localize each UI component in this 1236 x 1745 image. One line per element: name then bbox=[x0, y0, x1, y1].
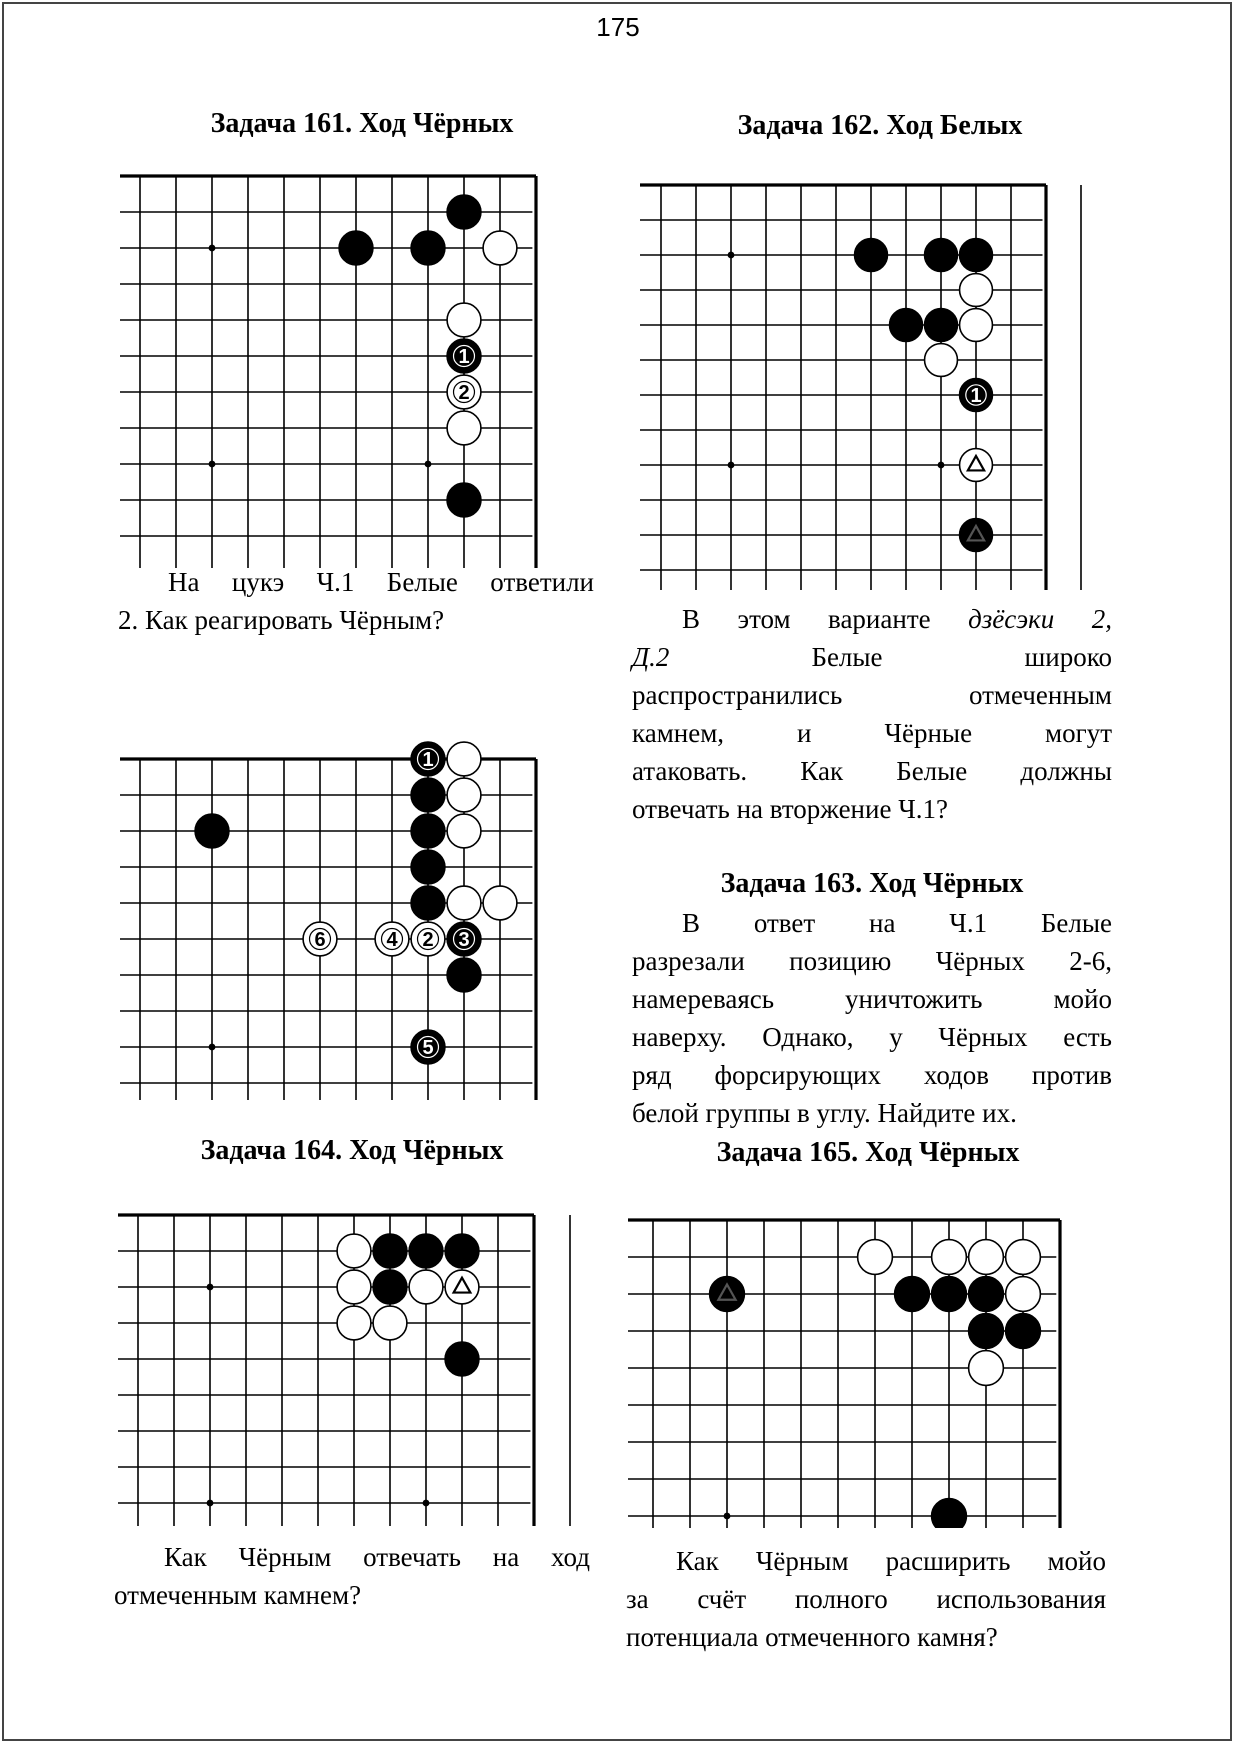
stone-disc bbox=[960, 449, 993, 482]
problem-162-line-2 bbox=[632, 638, 1112, 676]
stone-disc bbox=[969, 1314, 1004, 1349]
move-number: 2 bbox=[422, 929, 434, 951]
stone-disc bbox=[925, 344, 958, 377]
stone-disc bbox=[483, 231, 517, 265]
black-stone bbox=[195, 814, 229, 848]
white-stone-2 bbox=[411, 922, 445, 956]
board-163-diagram bbox=[120, 720, 570, 1100]
black-stone-1 bbox=[960, 379, 993, 412]
white-stone bbox=[1006, 1240, 1041, 1275]
black-stone-marked bbox=[960, 519, 993, 552]
problem-163-line-2: разрезали позицию Чёрных 2-6, bbox=[632, 946, 1112, 976]
white-stone bbox=[925, 344, 958, 377]
black-stone-5 bbox=[411, 1030, 445, 1064]
stone-disc bbox=[1006, 1314, 1041, 1349]
white-stone bbox=[447, 742, 481, 776]
stone-disc bbox=[710, 1277, 745, 1312]
stone-disc bbox=[447, 742, 481, 776]
problem-164-line-2: отмеченным камнем? bbox=[114, 1580, 362, 1610]
white-stone bbox=[409, 1270, 443, 1304]
black-stone bbox=[411, 886, 445, 920]
stone-disc bbox=[447, 411, 481, 445]
stone-disc bbox=[855, 239, 888, 272]
stone-disc bbox=[932, 1277, 967, 1312]
stone-disc bbox=[411, 814, 445, 848]
hoshi-point bbox=[938, 462, 945, 469]
board-164-diagram bbox=[118, 1176, 572, 1526]
black-stone-marked bbox=[710, 1277, 745, 1312]
stone-disc bbox=[969, 1351, 1004, 1386]
move-number: 1 bbox=[422, 749, 434, 771]
move-number: 1 bbox=[970, 385, 982, 407]
stone-disc bbox=[411, 231, 445, 265]
hoshi-point bbox=[423, 1500, 430, 1507]
black-stone bbox=[373, 1270, 407, 1304]
black-stone bbox=[895, 1277, 930, 1312]
stone-disc bbox=[932, 1499, 967, 1528]
white-stone bbox=[483, 231, 517, 265]
black-stone bbox=[339, 231, 373, 265]
stone-disc bbox=[195, 814, 229, 848]
stone-disc bbox=[373, 1270, 407, 1304]
white-stone bbox=[858, 1240, 893, 1275]
white-stone-6 bbox=[303, 922, 337, 956]
white-stone bbox=[337, 1270, 371, 1304]
stone-disc bbox=[960, 274, 993, 307]
black-stone bbox=[447, 958, 481, 992]
black-stone bbox=[447, 195, 481, 229]
white-stone bbox=[447, 886, 481, 920]
problem-165-line-3: потенциала отмеченного камня? bbox=[626, 1622, 998, 1652]
move-number: 3 bbox=[458, 929, 470, 951]
black-stone bbox=[411, 814, 445, 848]
white-stone bbox=[960, 274, 993, 307]
problem-163-line-1: В ответ на Ч.1 Белые bbox=[682, 908, 1112, 938]
stone-disc bbox=[337, 1270, 371, 1304]
problem-162-line-1-a: В этом варианте bbox=[682, 604, 931, 634]
stone-disc bbox=[895, 1277, 930, 1312]
stone-disc bbox=[969, 1240, 1004, 1275]
problem-163-line-3: намереваясь уничтожить мойо bbox=[632, 984, 1112, 1014]
white-stone bbox=[447, 814, 481, 848]
problem-164-line-1: Как Чёрным отвечать на ход bbox=[164, 1542, 590, 1572]
problem-163-text bbox=[632, 904, 1112, 1132]
move-number: 6 bbox=[314, 929, 326, 951]
problem-165-text bbox=[626, 1542, 1106, 1656]
black-stone bbox=[445, 1234, 479, 1268]
black-stone bbox=[411, 231, 445, 265]
black-stone bbox=[932, 1499, 967, 1528]
problem-163-line-5: ряд форсирующих ходов против bbox=[632, 1060, 1112, 1090]
problem-165-title: Задача 165. Ход Чёрных bbox=[716, 1137, 1020, 1168]
stone-disc bbox=[409, 1270, 443, 1304]
move-number: 2 bbox=[458, 382, 470, 404]
white-stone bbox=[337, 1306, 371, 1340]
stone-disc bbox=[858, 1240, 893, 1275]
black-stone bbox=[447, 483, 481, 517]
problem-162-text bbox=[632, 600, 1112, 828]
stone-disc bbox=[339, 231, 373, 265]
stone-disc bbox=[447, 886, 481, 920]
stone-disc bbox=[925, 309, 958, 342]
stone-disc bbox=[411, 886, 445, 920]
hoshi-point bbox=[728, 462, 735, 469]
stone-disc bbox=[373, 1234, 407, 1268]
stone-disc bbox=[409, 1234, 443, 1268]
white-stone-marked bbox=[960, 449, 993, 482]
black-stone-1 bbox=[447, 339, 481, 373]
white-stone bbox=[969, 1240, 1004, 1275]
stone-disc bbox=[960, 519, 993, 552]
black-stone bbox=[409, 1234, 443, 1268]
white-stone bbox=[373, 1306, 407, 1340]
board-161 bbox=[120, 148, 570, 568]
white-stone bbox=[447, 411, 481, 445]
white-stone bbox=[447, 778, 481, 812]
white-stone bbox=[1006, 1277, 1041, 1312]
black-stone bbox=[855, 239, 888, 272]
problem-162-line-1-b: дзёсэки 2, bbox=[968, 604, 1113, 634]
problem-164-text bbox=[114, 1538, 590, 1614]
black-stone bbox=[969, 1277, 1004, 1312]
black-stone bbox=[1006, 1314, 1041, 1349]
problem-162-line-2-b: Белые широко bbox=[811, 642, 1113, 672]
stone-disc bbox=[445, 1234, 479, 1268]
white-stone bbox=[483, 886, 517, 920]
stone-disc bbox=[960, 309, 993, 342]
problem-163-line-6: белой группы в углу. Найдите их. bbox=[632, 1098, 1017, 1128]
black-stone bbox=[445, 1342, 479, 1376]
board-164 bbox=[118, 1176, 572, 1526]
stone-disc bbox=[411, 778, 445, 812]
hoshi-point bbox=[728, 252, 735, 259]
page-number: 175 bbox=[596, 12, 640, 42]
move-number: 5 bbox=[422, 1037, 434, 1059]
stone-disc bbox=[447, 778, 481, 812]
problem-162-title: Задача 162. Ход Белых bbox=[737, 110, 1023, 141]
stone-disc bbox=[932, 1240, 967, 1275]
black-stone bbox=[411, 778, 445, 812]
stone-disc bbox=[447, 814, 481, 848]
problem-161-title: Задача 161. Ход Чёрных bbox=[210, 108, 514, 139]
problem-161-text bbox=[118, 563, 594, 639]
black-stone bbox=[373, 1234, 407, 1268]
stone-disc bbox=[960, 239, 993, 272]
board-165-diagram bbox=[628, 1180, 1088, 1528]
problem-165-line-2: за счёт полного использования bbox=[626, 1584, 1106, 1614]
hoshi-point bbox=[207, 1500, 214, 1507]
stone-disc bbox=[445, 1342, 479, 1376]
stone-disc bbox=[447, 303, 481, 337]
problem-161-line-2: 2. Как реагировать Чёрным? bbox=[118, 605, 445, 635]
problem-164-title: Задача 164. Ход Чёрных bbox=[200, 1135, 504, 1166]
stone-disc bbox=[1006, 1240, 1041, 1275]
black-stone-3 bbox=[447, 922, 481, 956]
stone-disc bbox=[447, 958, 481, 992]
black-stone bbox=[890, 309, 923, 342]
white-stone bbox=[969, 1351, 1004, 1386]
move-number: 4 bbox=[386, 929, 398, 951]
problem-162-line-4: камнем, и Чёрные могут bbox=[632, 718, 1112, 748]
problem-162-line-3: распространились отмеченным bbox=[632, 680, 1112, 710]
stone-disc bbox=[337, 1234, 371, 1268]
problem-161-line-1: На цукэ Ч.1 Белые ответили bbox=[168, 567, 594, 597]
board-161-diagram bbox=[120, 148, 570, 568]
white-stone bbox=[960, 309, 993, 342]
stone-disc bbox=[925, 239, 958, 272]
stone-disc bbox=[337, 1306, 371, 1340]
problem-162-line-5: атаковать. Как Белые должны bbox=[632, 756, 1112, 786]
stone-disc bbox=[1006, 1277, 1041, 1312]
stone-disc bbox=[483, 886, 517, 920]
stone-disc bbox=[447, 483, 481, 517]
hoshi-point bbox=[209, 1044, 216, 1051]
white-stone-marked bbox=[445, 1270, 479, 1304]
hoshi-point bbox=[209, 245, 216, 252]
stone-disc bbox=[969, 1277, 1004, 1312]
problem-162-line-1 bbox=[632, 600, 1112, 638]
board-162-diagram bbox=[640, 150, 1090, 590]
black-stone bbox=[411, 850, 445, 884]
hoshi-point bbox=[207, 1284, 214, 1291]
board-162 bbox=[640, 150, 1090, 590]
stone-disc bbox=[373, 1306, 407, 1340]
black-stone bbox=[925, 309, 958, 342]
move-number: 1 bbox=[458, 346, 470, 368]
black-stone bbox=[932, 1277, 967, 1312]
black-stone-1 bbox=[411, 742, 445, 776]
hoshi-point bbox=[724, 1513, 731, 1520]
problem-165-line-1: Как Чёрным расширить мойо bbox=[676, 1546, 1106, 1576]
board-163 bbox=[120, 720, 570, 1100]
problem-162-line-2-a: Д.2 bbox=[632, 642, 670, 672]
black-stone bbox=[969, 1314, 1004, 1349]
hoshi-point bbox=[425, 461, 432, 468]
white-stone bbox=[337, 1234, 371, 1268]
stone-disc bbox=[411, 850, 445, 884]
hoshi-point bbox=[209, 461, 216, 468]
white-stone bbox=[932, 1240, 967, 1275]
white-stone-2 bbox=[447, 375, 481, 409]
black-stone bbox=[960, 239, 993, 272]
problem-163-title: Задача 163. Ход Чёрных bbox=[720, 868, 1024, 899]
problem-162-line-6: отвечать на вторжение Ч.1? bbox=[632, 794, 948, 824]
stone-disc bbox=[447, 195, 481, 229]
stone-disc bbox=[445, 1270, 479, 1304]
problem-163-line-4: наверху. Однако, у Чёрных есть bbox=[632, 1022, 1112, 1052]
board-165 bbox=[628, 1180, 1088, 1528]
white-stone-4 bbox=[375, 922, 409, 956]
black-stone bbox=[925, 239, 958, 272]
stone-disc bbox=[890, 309, 923, 342]
white-stone bbox=[447, 303, 481, 337]
